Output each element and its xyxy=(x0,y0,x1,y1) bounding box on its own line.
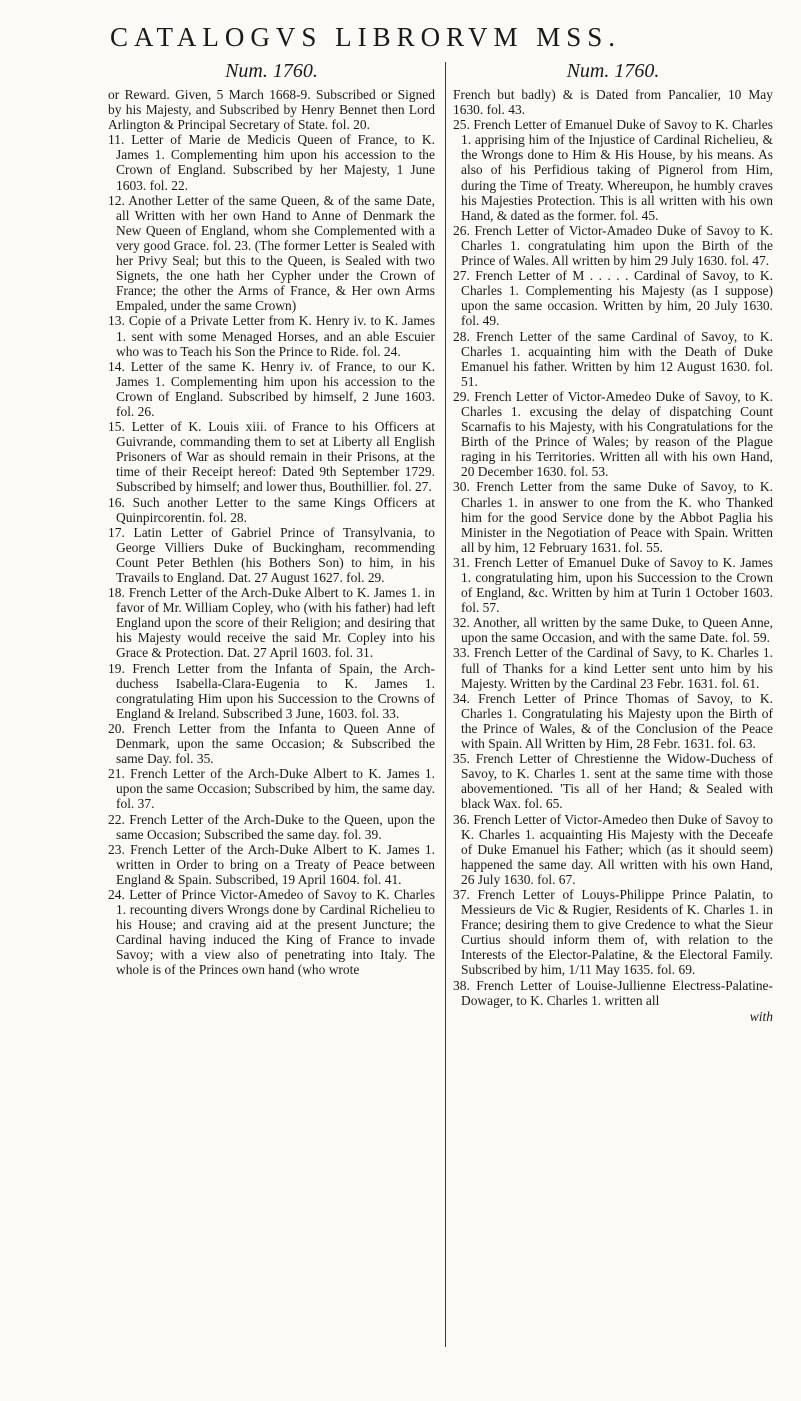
entry: 33. French Letter of the Cardinal of Savy, to K. Charles 1. full of Thanks for a kind Letter sent unto him by his Majesty. Written by the Cardinal 23 Febr. 1631. fol. 61. xyxy=(453,645,773,691)
entry: 24. Letter of Prince Victor-Amedeo of Savoy to K. Charles 1. recounting divers Wrongs done by Cardinal Richelieu to his House; and craving aid at the present Juncture; the Cardinal having induced the King of France to invade Savoy; with a view also of penetrating into Italy. The whole is of the Princes own hand (who wrote xyxy=(108,886,435,978)
entry: 12. Another Letter of the same Queen, & of the same Date, all Written with her own Hand to Anne of Denmark the New Queen of England, whom she Complemented with a very good Grace. fol. 23. (The former Letter is Sealed with her Privy Seal; but this to the Queen, is Sealed with two Signets, the one hath her Cypher under the Crown of France; the other the Arms of France, & Her own Arms Empaled, under the same Crown) xyxy=(108,192,435,314)
entry: 32. Another, all written by the same Duke, to Queen Anne, upon the same Occasion, and with the same Date. fol. 59. xyxy=(453,615,773,646)
entry: 34. French Letter of Prince Thomas of Savoy, to K. Charles 1. Congratulating his Majesty upon the Birth of the Prince of Wales, & of the Conclusion of the Peace with Spain. All Written by Him, 28 Febr. 1631. fol. 63. xyxy=(453,690,773,752)
entry: 15. Letter of K. Louis xiii. of France to his Officers at Guivrande, commanding them to set at Liberty all English Prisoners of War as should remain in their Prisons, at the time of their Receipt hereof: Dated 9th September 1729. Subscribed by himself; and lower thus, Bouthillier. fol. 27. xyxy=(108,419,435,495)
column-divider xyxy=(445,62,446,1347)
entry: or Reward. Given, 5 March 1668-9. Subscribed or Signed by his Majesty, and Subscribed by Henry Bennet then Lord Arlington & Principal Secretary of State. fol. 20. xyxy=(108,87,435,133)
entry: 26. French Letter of Victor-Amadeo Duke of Savoy to K. Charles 1. congratulating him upon the Birth of the Prince of Wales. All written by him 29 July 1630. fol. 47. xyxy=(453,222,773,269)
entry: 30. French Letter from the same Duke of Savoy, to K. Charles 1. in answer to one from the K. who Thanked him for the good Service done by the Abbot Paglia his Minister in the Negotiation of Peace with Spain. Written all by him, 12 February 1631. fol. 55. xyxy=(453,479,773,555)
entry: 27. French Letter of M . . . . . Cardinal of Savoy, to K. Charles 1. Complementing his Majesty (as I suppose) upon the same occasion. Written by him, 20 July 1630. fol. 49. xyxy=(453,268,773,329)
entry: 11. Letter of Marie de Medicis Queen of France, to K. James 1. Complementing him upon his accession to the Crown of England. Subscribed by her Majesty, 1 June 1603. fol. 22. xyxy=(108,132,435,193)
entry: 25. French Letter of Emanuel Duke of Savoy to K. Charles 1. apprising him of the Injustice of Cardinal Richelieu, & the Wrongs done to Him & His House, by his means. As also of his Perfidious taking of Pignerol from Him, during the Time of Treaty. Whereupon, he humbly craves his Majesties Protection. This is all written with his own Hand, & dated as the former. fol. 45. xyxy=(453,117,773,223)
entry: 28. French Letter of the same Cardinal of Savoy, to K. Charles 1. acquainting him with the Death of Duke Emanuel his father. Written by him 12 August 1630. fol. 51. xyxy=(453,328,773,389)
entry: 20. French Letter from the Infanta to Queen Anne of Denmark, upon the same Occasion; & Subscribed the same Day. fol. 35. xyxy=(108,720,435,767)
entry: French but badly) & is Dated from Pancalier, 10 May 1630. fol. 43. xyxy=(453,87,773,118)
entry: 36. French Letter of Victor-Amedeo then Duke of Savoy to K. Charles 1. acquainting His Majesty with the Deceafe of Duke Emanuel his Father; which (as it should seem) happened the same day. All written with his own Hand, 26 July 1630. fol. 67. xyxy=(453,811,773,887)
entry: 29. French Letter of Victor-Amedeo Duke of Savoy, to K. Charles 1. excusing the delay of dispatching Count Scarnafis to his Majesty, with his Congratulations for the Birth of the Prince of Wales; by reason of the Plague raging in his Territories. Written all with his own Hand, 20 December 1630. fol. 53. xyxy=(453,388,773,480)
entry: 18. French Letter of the Arch-Duke Albert to K. James 1. in favor of Mr. William Copley, who (with his father) had left England upon the score of their Religion; and desiring that his Majesty would receive the said Mr. Copley into his Grace & Protection. Dat. 27 April 1603. fol. 31. xyxy=(108,585,435,661)
entry: 38. French Letter of Louise-Jullienne Electress-Palatine-Dowager, to K. Charles 1. written all xyxy=(453,977,773,1008)
left-column-heading: Num. 1760. xyxy=(225,60,318,82)
left-column xyxy=(108,60,435,978)
entry: 17. Latin Letter of Gabriel Prince of Transylvania, to George Villiers Duke of Buckingham, recommending Count Peter Bethlen (his Bothers Son) to him, in his Travails to England. Dat. 27 August 1627. fol. 29. xyxy=(108,524,435,585)
entry: 23. French Letter of the Arch-Duke Albert to K. James 1. written in Order to bring on a Treaty of Peace between England & Spain. Subscribed, 19 April 1604. fol. 41. xyxy=(108,841,435,887)
entry: 16. Such another Letter to the same Kings Officers at Quinpircorentin. fol. 28. xyxy=(108,494,435,525)
catchword: with xyxy=(749,1008,773,1024)
entry: 35. French Letter of Chrestienne the Widow-Duchess of Savoy, to K. Charles 1. sent at the same time with those abovementioned. 'Tis all of her Hand; & Sealed with black Wax. fol. 65. xyxy=(453,751,773,812)
entry: 14. Letter of the same K. Henry iv. of France, to our K. James 1. Complementing him upon his accession to the Crown of England. Subscribed by himself, 2 June 1603. fol. 26. xyxy=(108,358,435,419)
right-column-heading: Num. 1760. xyxy=(566,60,660,82)
right-column xyxy=(453,60,773,1025)
running-head: CATALOGVS LIBRORVM MSS. xyxy=(110,22,621,52)
entry: 19. French Letter from the Infanta of Spain, the Arch-duchess Isabella-Clara-Eugenia to K. James 1. congratulating Him upon his Succession to the Crowns of England & Ireland. Subscribed 3 June, 1603. fol. 33. xyxy=(108,660,435,721)
entry: 22. French Letter of the Arch-Duke to the Queen, upon the same Occasion; Subscribed the same day. fol. 39. xyxy=(108,811,435,842)
entry: 21. French Letter of the Arch-Duke Albert to K. James 1. upon the same Occasion; Subscribed by him, the same day. fol. 37. xyxy=(108,766,435,812)
entry: 37. French Letter of Louys-Philippe Prince Palatin, to Messieurs de Vic & Rugier, Residents of K. Charles 1. in France; desiring them to give Credence to what the Sieur Curtius should inform them of, with relation to the Interests of the Elector-Palatine, & the Electoral Family. Subscribed by him, 1/11 May 1635. fol. 69. xyxy=(453,886,773,978)
entry: 13. Copie of a Private Letter from K. Henry iv. to K. James 1. sent with some Menaged Horses, and an able Escuier who was to Teach his Son the Prince to Ride. fol. 24. xyxy=(108,313,435,359)
entry: 31. French Letter of Emanuel Duke of Savoy to K. James 1. congratulating him, upon his Succession to the Crown of England, &c. Written by him at Turin 1 October 1603. fol. 57. xyxy=(453,554,773,616)
